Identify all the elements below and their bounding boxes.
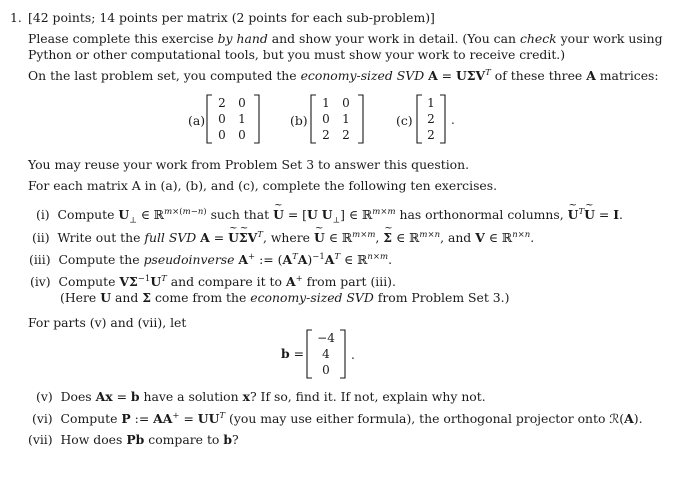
matrix-c-cell: 2 xyxy=(427,112,435,126)
item-iv: (iv) Compute $V\Sigma^{-1}U^T$ and compare it to A+ from part (iii). xyxy=(30,274,396,289)
matrix-b-label: (b) xyxy=(290,113,308,128)
vector-b-cell: 0 xyxy=(322,363,330,377)
item-vi: (vi) Compute P := $AA^+ = UU^T$ (you may use either formula), the orthogonal projector onto ℛ(A). xyxy=(32,411,643,426)
matrix-b-cell: 1 xyxy=(322,96,330,110)
item-iv-note: (Here U and Σ come from the economy-sized SVD from Problem Set 3.) xyxy=(60,290,510,305)
item-vii: (vii) How does Pb compare to b? xyxy=(28,432,239,447)
matrix-c-period: . xyxy=(451,113,455,127)
vector-b-period: . xyxy=(351,348,355,362)
reuse-note: You may reuse your work from Problem Set 3 to answer this question. xyxy=(28,157,470,172)
matrix-b xyxy=(310,94,364,144)
matrix-a xyxy=(206,94,260,144)
matrix-b-cell: 0 xyxy=(322,112,330,126)
vector-b xyxy=(306,329,346,379)
matrix-b-cell: 2 xyxy=(322,128,330,142)
item-i: (i) Compute $U_\perp$ ∈ ℝ$^{m\times(m-n)}$ such that ~ U = [U $U_\perp$] ∈ ℝ$^{m\times m}$ has orthonormal columns, ~ $U^T\sim$ U = I. xyxy=(36,207,623,228)
intro-line-2: Python or other computational tools, but you must show your work to receive credit.) xyxy=(28,47,566,62)
item-ii: (ii) Write out the full SVD A = ~ U~ $\Sigma V^T$, where ~ U ∈ ℝ$^{m\times m}$, ~ Σ ∈ ℝ$^{m\times n}$, and V ∈ ℝ$^{n\times n}$. xyxy=(32,230,534,246)
matrix-b-cell: 2 xyxy=(342,128,350,142)
matrix-b-cell: 1 xyxy=(342,112,350,126)
matrix-a-cell: 0 xyxy=(218,128,226,142)
matrix-c-cell: 2 xyxy=(427,128,435,142)
matrix-a-cell: 0 xyxy=(218,112,226,126)
vector-b-label: b = xyxy=(281,346,304,361)
matrix-a-cell: 2 xyxy=(218,96,226,110)
matrix-a-cell: 0 xyxy=(238,128,246,142)
intro-line-1: Please complete this exercise by hand and show your work in detail. (You can check your work using xyxy=(28,31,663,46)
last-set-line: On the last problem set, you computed the economy-sized SVD $A = U\Sigma V^T$ of these three A matrices: xyxy=(28,68,659,83)
matrix-b-cell: 0 xyxy=(342,96,350,110)
problem-header: [42 points; 14 points per matrix (2 points for each sub-problem)] xyxy=(28,10,435,25)
matrix-c xyxy=(416,94,446,144)
for-each-note: For each matrix A in (a), (b), and (c), complete the following ten exercises. xyxy=(28,178,498,193)
matrix-a-label: (a) xyxy=(188,113,206,128)
matrix-a-cell: 0 xyxy=(238,96,246,110)
vector-b-cell: 4 xyxy=(322,347,330,361)
matrix-c-cell: 1 xyxy=(427,96,435,110)
parts-v-vii-note: For parts (v) and (vii), let xyxy=(28,315,187,330)
vector-b-cell: −4 xyxy=(317,331,335,345)
problem-number: 1. xyxy=(10,10,22,25)
item-v: (v) Does Ax = b have a solution x? If so, find it. If not, explain why not. xyxy=(36,389,486,404)
item-iii: (iii) Compute the pseudoinverse A+ := $(A^TA)^{-1}A^T$ ∈ ℝ$^{n\times m}$. xyxy=(29,252,393,267)
matrix-a-cell: 1 xyxy=(238,112,246,126)
matrix-c-label: (c) xyxy=(396,113,413,128)
